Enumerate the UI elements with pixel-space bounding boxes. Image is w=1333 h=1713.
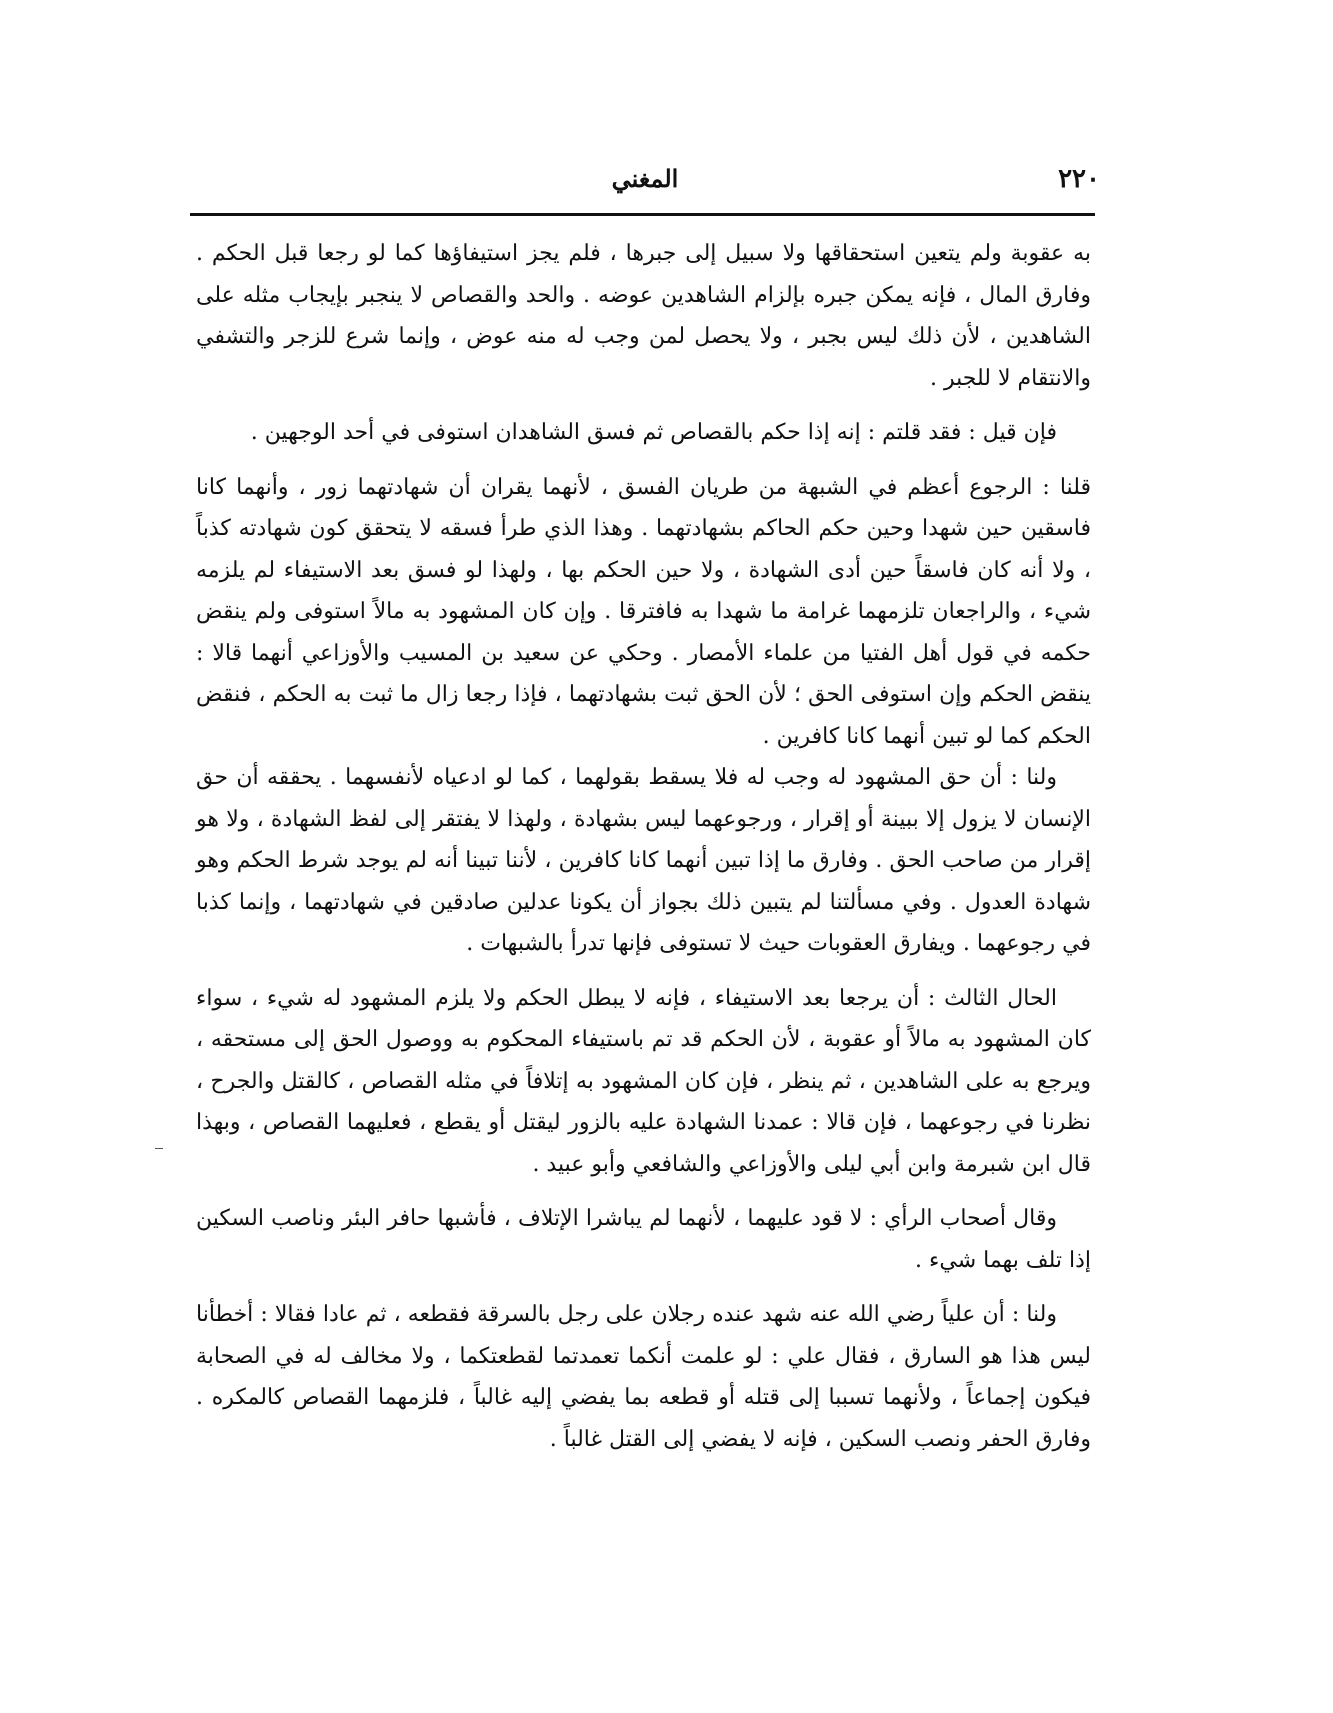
paragraph-5: الحال الثالث : أن يرجعا بعد الاستيفاء ، فإنه لا يبطل الحكم ولا يلزم المشهود له شيء ، سواء كان المشهود به مالاً أو عقوبة ، لأن الحكم قد تم باستيفاء المحكوم به ووصول الحق إلى مستحقه ، ويرجع به على الشاهدين ، ثم ينظر ، فإن كان المشهود به إتلافاً في مثله القصاص ، كالقتل والجرح ، نظرنا في رجوعهما ، فإن قالا : عمدنا الشهادة عليه بالزور ليقتل أو يقطع ، فعليهما القصاص ، وبهذا قال ابن شبرمة وابن أبي ليلى والأوزاعي والشافعي وأبو عبيد . bbox=[196, 985, 1091, 1177]
header-rule bbox=[190, 213, 1095, 216]
book-title: المغني bbox=[611, 164, 679, 193]
page-header bbox=[190, 150, 1100, 210]
paragraph-7: ولنا : أن علياً رضي الله عنه شهد عنده رجلان على رجل بالسرقة فقطعه ، ثم عادا فقالا : أخطأنا ليس هذا هو السارق ، فقال علي : لو علمت أنكما تعمدتما لقطعتكما ، ولا مخالف له في الصحابة فيكون إجماعاً ، ولأنهما تسببا إلى قتله أو قطعه بما يفضي إليه غالباً ، فلزمهما القصاص كالمكره . وفارق الحفر ونصب السكين ، فإنه لا يفضي إلى القتل غالباً . bbox=[196, 1302, 1091, 1452]
paragraph-6: وقال أصحاب الرأي : لا قود عليهما ، لأنهما لم يباشرا الإتلاف ، فأشبها حافر البئر وناصب السكين إذا تلف بهما شيء . bbox=[196, 1206, 1091, 1273]
paragraph-3: قلنا : الرجوع أعظم في الشبهة من طريان الفسق ، لأنهما يقران أن شهادتهما زور ، وأنهما كانا فاسقين حين شهدا وحين حكم الحاكم بشهادتهما . وهذا الذي طرأ فسقه لا يتحقق كون شهادته كذباً ، ولا أنه كان فاسقاً حين أدى الشهادة ، ولا حين الحكم بها ، ولهذا لو فسق بعد الاستيفاء لم يلزمه شيء ، والراجعان تلزمهما غرامة ما شهدا به فافترقا . وإن كان المشهود به مالاً استوفى ولم ينقض حكمه في قول أهل الفتيا من علماء الأمصار . وحكي عن سعيد بن المسيب والأوزاعي أنهما قالا : ينقض الحكم وإن استوفى الحق ؛ لأن الحق ثبت بشهادتهما ، فإذا رجعا زال ما ثبت به الحكم ، فنقض الحكم كما لو تبين أنهما كانا كافرين . bbox=[196, 474, 1091, 749]
page-number: ٢٢٠ bbox=[1058, 164, 1100, 194]
paragraph-2: فإن قيل : فقد قلتم : إنه إذا حكم بالقصاص ثم فسق الشاهدان استوفى في أحد الوجهين . bbox=[250, 420, 1057, 445]
paragraph-4: ولنا : أن حق المشهود له وجب له فلا يسقط بقولهما ، كما لو ادعياه لأنفسهما . يحققه أن حق الإنسان لا يزول إلا ببينة أو إقرار ، ورجوعهما ليس بشهادة ، ولهذا لا يفتقر إلى لفظ الشهادة ، ولا هو إقرار من صاحب الحق . وفارق ما إذا تبين أنهما كانا كافرين ، لأننا تبينا أنه لم يوجد شرط الحكم وهو شهادة العدول . وفي مسألتنا لم يتبين ذلك بجواز أن يكونا عدلين صادقين في شهادتهما ، وإنما كذبا في رجوعهما . ويفارق العقوبات حيث لا تستوفى فإنها تدرأ بالشبهات . bbox=[196, 765, 1091, 956]
margin-mark bbox=[155, 1148, 163, 1149]
page-body bbox=[196, 233, 1091, 1460]
paragraph-1: به عقوبة ولم يتعين استحقاقها ولا سبيل إلى جبرها ، فلم يجز استيفاؤها كما لو رجعا قبل الحكم . وفارق المال ، فإنه يمكن جبره بإلزام الشاهدين عوضه . والحد والقصاص لا ينجبر بإيجاب مثله على الشاهدين ، لأن ذلك ليس بجبر ، ولا يحصل لمن وجب له منه عوض ، وإنما شرع للزجر والتشفي والانتقام لا للجبر . bbox=[196, 241, 1091, 391]
